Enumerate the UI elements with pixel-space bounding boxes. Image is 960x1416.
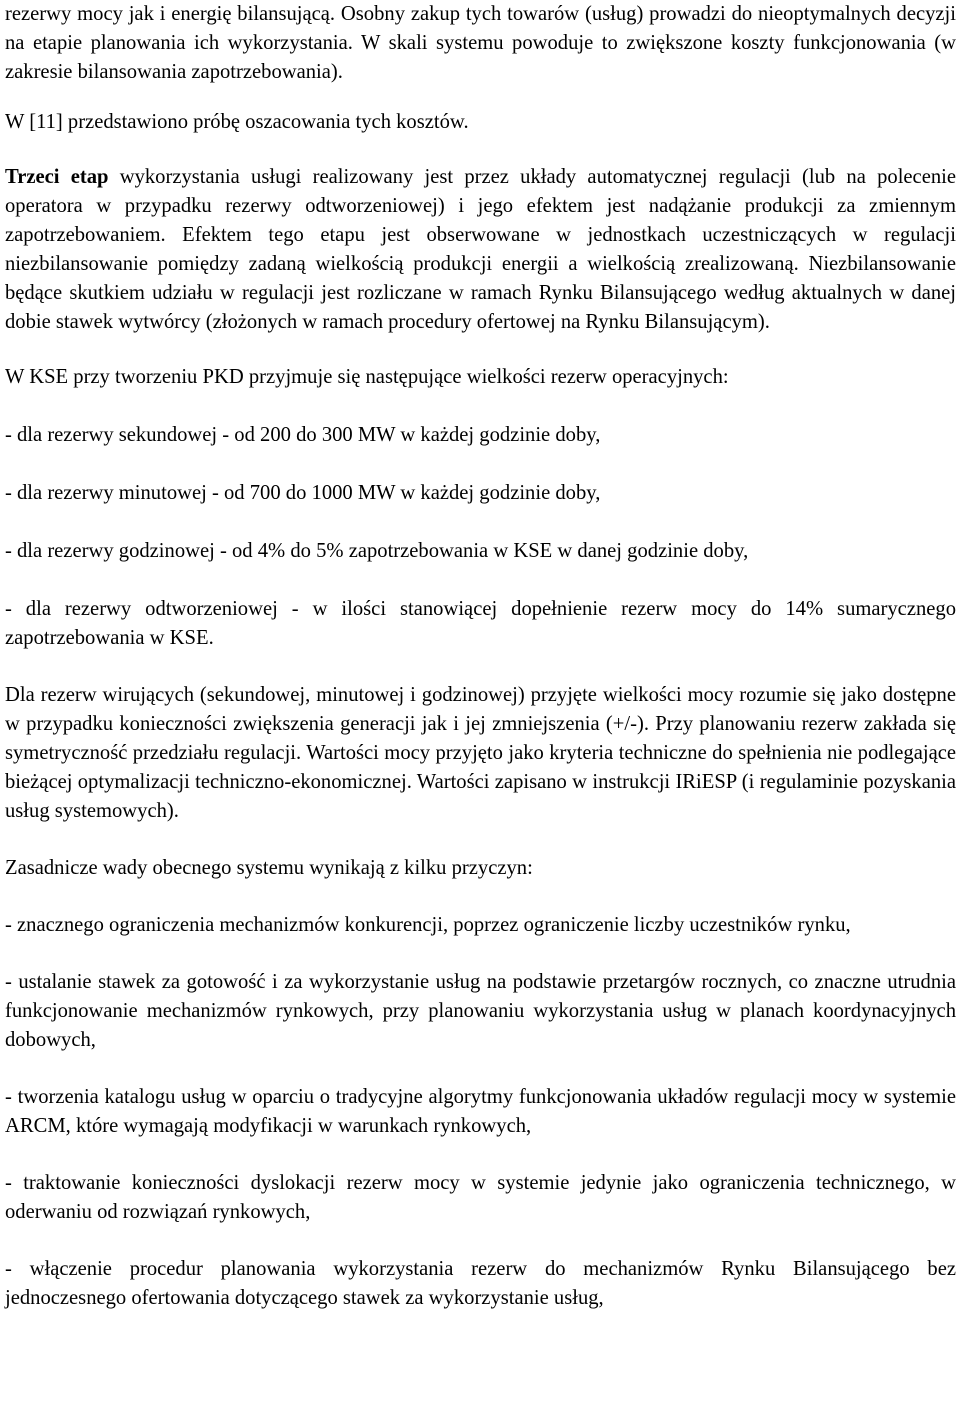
list-item-defect-catalogue: - tworzenia katalogu usług w oparciu o tradycyjne algorytmy funkcjonowania układów regulacji mocy w systemie ARCM, które wymagają modyfikacji w warunkach rynkowych, xyxy=(5,1086,956,1137)
third-stage-text: wykorzystania usługi realizowany jest przez układy automatycznej regulacji (lub na polecenie operatora w przypadku rezerwy odtworzeniowej) i jego efektem jest nadążanie produkcji za zmiennym zapotrzebowaniem. Efektem tego etapu jest obserwowane w jednostkach uczestniczących w regulacji niezbilansowanie pomiędzy zadaną wielkością produkcji energii a wielkością zrealizowaną. Niezbilansowanie będące skutkiem udziału w regulacji jest rozliczane w ramach Rynku Bilansującego według aktualnych w danej dobie stawek wytwórcy (złożonych w ramach procedury ofertowej na Rynku Bilansującym). xyxy=(5,166,956,333)
list-item-defect-competition: - znacznego ograniczenia mechanizmów konkurencji, poprzez ograniczenie liczby uczestników rynku, xyxy=(5,914,851,936)
list-item-reserve-hourly: - dla rezerwy godzinowej - od 4% do 5% zapotrzebowania w KSE w danej godzinie doby, xyxy=(5,540,749,562)
document-page xyxy=(5,0,956,1313)
paragraph-intro-continuation: rezerwy mocy jak i energię bilansującą. Osobny zakup tych towarów (usług) prowadzi do nieoptymalnych decyzji na etapie planowania ich wykorzystania. W skali systemu powoduje to zwiększone koszty funkcjonowania (w zakresie bilansowania zapotrzebowania). xyxy=(5,3,956,83)
list-item-reserve-minute: - dla rezerwy minutowej - od 700 do 1000 MW w każdej godzinie doby, xyxy=(5,482,601,504)
third-stage-lead: Trzeci etap xyxy=(5,166,109,188)
paragraph-cost-reference: W [11] przedstawiono próbę oszacowania tych kosztów. xyxy=(5,111,469,133)
paragraph-spinning-reserves: Dla rezerw wirujących (sekundowej, minutowej i godzinowej) przyjęte wielkości mocy rozumie się jako dostępne w przypadku konieczności zwiększenia generacji jak i jej zmniejszenia (+/-). Przy planowaniu rezerw zakłada się symetryczność przedziału regulacji. Wartości mocy przyjęto jako kryteria techniczne do spełnienia nie podlegające bieżącej optymalizacji techniczno-ekonomicznej. Wartości zapisano w instrukcji IRiESP (i regulaminie pozyskania usług systemowych). xyxy=(5,684,956,822)
list-item-defect-rates: - ustalanie stawek za gotowość i za wykorzystanie usług na podstawie przetargów rocznych, co znaczne utrudnia funkcjonowanie mechanizmów rynkowych, przy planowaniu wykorzystania usług w planach koordynacyjnych dobowych, xyxy=(5,971,956,1051)
paragraph-defects-intro: Zasadnicze wady obecnego systemu wynikają z kilku przyczyn: xyxy=(5,857,533,879)
list-item-defect-balancing-market: - włączenie procedur planowania wykorzystania rezerw do mechanizmów Rynku Bilansującego bez jednoczesnego ofertowania dotyczącego stawek za wykorzystanie usług, xyxy=(5,1258,956,1309)
paragraph-reserves-intro: W KSE przy tworzeniu PKD przyjmuje się następujące wielkości rezerw operacyjnych: xyxy=(5,366,729,388)
list-item-reserve-secondary: - dla rezerwy sekundowej - od 200 do 300 MW w każdej godzinie doby, xyxy=(5,424,601,446)
list-item-defect-dislocation: - traktowanie konieczności dyslokacji rezerw mocy w systemie jedynie jako ograniczenia technicznego, w oderwaniu od rozwiązań rynkowych, xyxy=(5,1172,956,1223)
paragraph-third-stage xyxy=(5,163,956,337)
list-item-reserve-restoration: - dla rezerwy odtworzeniowej - w ilości stanowiącej dopełnienie rezerw mocy do 14% sumarycznego zapotrzebowania w KSE. xyxy=(5,598,956,649)
